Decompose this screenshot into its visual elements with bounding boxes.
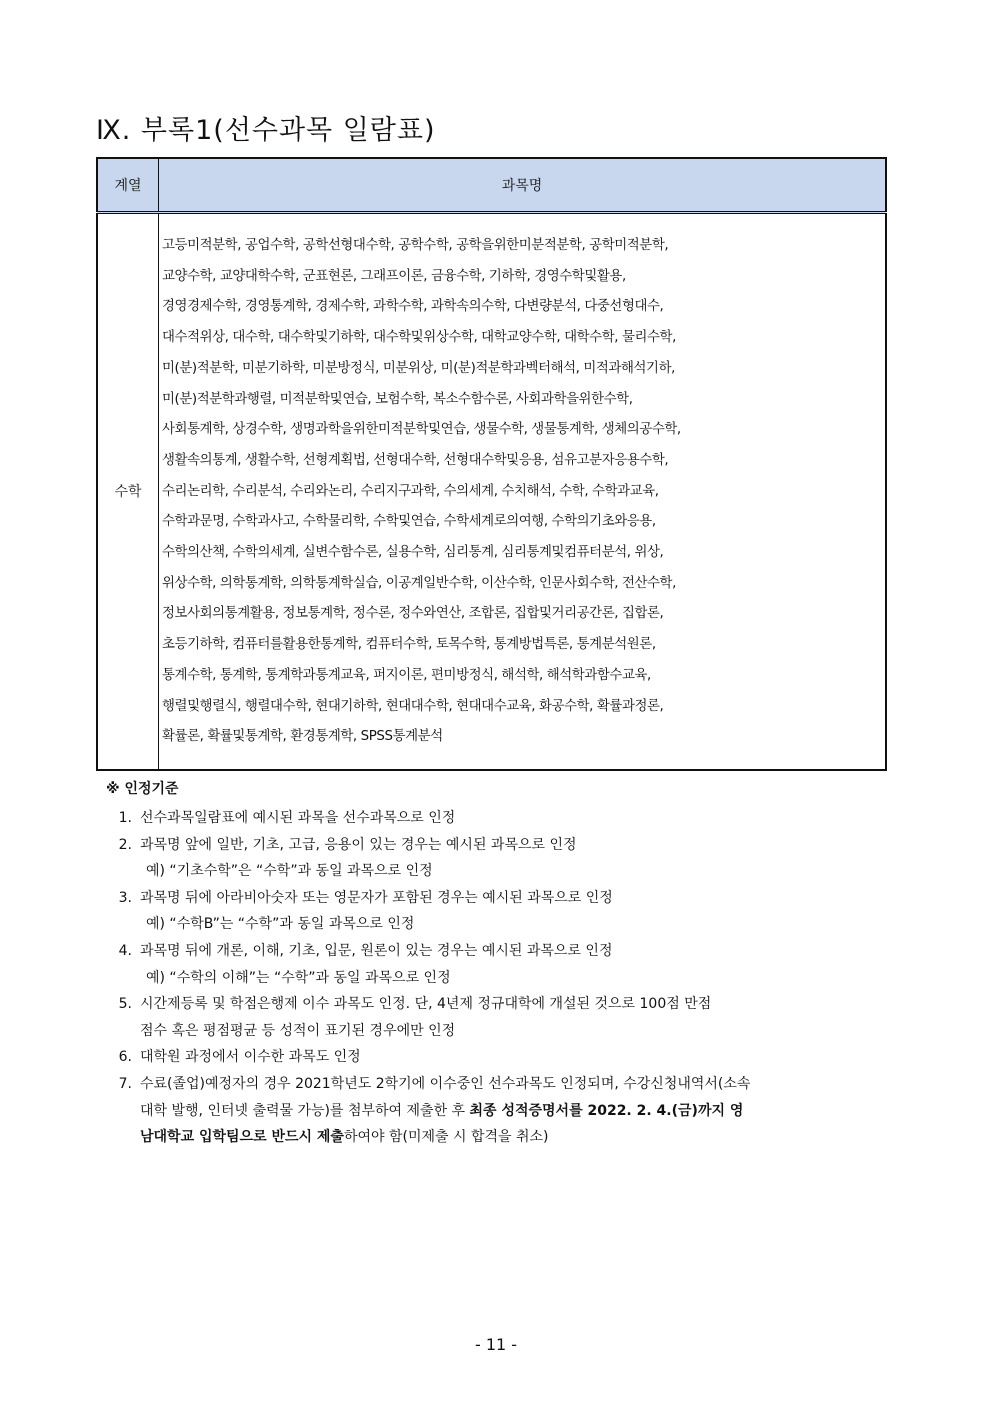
item-number: 5. bbox=[118, 996, 132, 1013]
subject-line: 수학의산책, 수학의세계, 실변수함수론, 실용수학, 심리통계, 심리통계및컴퓨터분석, 위상, bbox=[162, 545, 664, 561]
subject-line: 행렬및행렬식, 행렬대수학, 현대기하학, 현대대수학, 현대대수교육, 화공수학, 확률과정론, bbox=[162, 698, 664, 714]
subject-list-cell bbox=[159, 213, 887, 770]
continuation-text: 대학 발행, 인터넷 출력물 가능)를 첨부하여 제출한 후 bbox=[140, 1102, 470, 1119]
subject-line: 통계수학, 통계학, 통계학과통계교육, 퍼지이론, 편미방정식, 해석학, 해석학과함수교육, bbox=[162, 667, 651, 683]
item-number: 7. bbox=[118, 1075, 132, 1092]
subject-line: 확률론, 확률및통계학, 환경통계학, SPSS통계분석 bbox=[162, 729, 443, 745]
list-item bbox=[100, 832, 900, 885]
item-example: 예) “수학B”는 “수학”과 동일 과목으로 인정 bbox=[146, 916, 415, 933]
subject-line: 초등기하학, 컴퓨터를활용한통계학, 컴퓨터수학, 토목수학, 통계방법특론, 통계분석원론, bbox=[162, 637, 656, 653]
item-number: 4. bbox=[118, 942, 132, 959]
item-number: 6. bbox=[118, 1049, 132, 1066]
prerequisite-table bbox=[96, 157, 887, 771]
category-cell: 수학 bbox=[97, 213, 159, 770]
subject-line: 사회통계학, 상경수학, 생명과학을위한미적분학및연습, 생물수학, 생물통계학, 생체의공수학, bbox=[162, 422, 681, 438]
table-row bbox=[97, 213, 886, 770]
item-number: 1. bbox=[118, 810, 132, 826]
list-item bbox=[100, 991, 900, 1044]
recognition-criteria bbox=[100, 779, 900, 1151]
item-example: 예) “기초수학”은 “수학”과 동일 과목으로 인정 bbox=[146, 863, 433, 880]
item-text: 선수과목일람표에 예시된 과목을 선수과목으로 인정 bbox=[140, 810, 456, 826]
column-header-category: 계열 bbox=[97, 158, 159, 213]
list-item bbox=[100, 1044, 900, 1071]
item-text: 수료(졸업)예정자의 경우 2021학년도 2학기에 이수중인 선수과목도 인정되며, 수강신청내역서(소속 bbox=[140, 1075, 751, 1092]
criteria-heading: ※ 인정기준 bbox=[106, 781, 179, 797]
list-item bbox=[100, 885, 900, 938]
list-item bbox=[100, 805, 900, 832]
list-item bbox=[100, 1071, 900, 1151]
subject-line: 미(분)적분학, 미분기하학, 미분방정식, 미분위상, 미(분)적분학과벡터해석, 미적과해석기하, bbox=[162, 360, 675, 376]
item-text: 과목명 뒤에 아라비아숫자 또는 영문자가 포함된 경우는 예시된 과목으로 인정 bbox=[140, 889, 613, 906]
subject-line: 교양수학, 교양대학수학, 군표현론, 그래프이론, 금융수학, 기하학, 경영수학및활용, bbox=[162, 268, 626, 284]
emphasis-text: 남대학교 입학팀으로 반드시 제출 bbox=[140, 1129, 344, 1146]
subject-line: 대수적위상, 대수학, 대수학및기하학, 대수학및위상수학, 대학교양수학, 대학수학, 물리수학, bbox=[162, 330, 676, 346]
item-continuation bbox=[100, 1098, 900, 1125]
subject-line: 경영경제수학, 경영통계학, 경제수학, 과학수학, 과학속의수학, 다변량분석, 다중선형대수, bbox=[162, 299, 664, 315]
subject-line: 위상수학, 의학통계학, 의학통계학실습, 이공계일반수학, 이산수학, 인문사회수학, 전산수학, bbox=[162, 575, 676, 591]
item-continuation: 점수 혹은 평점평균 등 성적이 표기된 경우에만 인정 bbox=[140, 1022, 456, 1039]
subject-line: 고등미적분학, 공업수학, 공학선형대수학, 공학수학, 공학을위한미분적분학, 공학미적분학, bbox=[162, 238, 669, 253]
item-number: 2. bbox=[118, 836, 132, 853]
continuation-text: 하여야 함(미제출 시 합격을 취소) bbox=[343, 1129, 549, 1146]
subject-line: 생활속의통계, 생활수학, 선형계획법, 선형대수학, 선형대수학및응용, 섬유고분자응용수학, bbox=[162, 452, 669, 468]
list-item bbox=[100, 938, 900, 991]
subject-line: 정보사회의통계활용, 정보통계학, 정수론, 정수와연산, 조합론, 집합및거리공간론, 집합론, bbox=[162, 606, 664, 622]
page-title: Ⅸ. 부록1(선수과목 일람표) bbox=[96, 115, 436, 146]
item-continuation bbox=[100, 1124, 900, 1151]
subject-line: 미(분)적분학과행렬, 미적분학및연습, 보험수학, 복소수함수론, 사회과학을위한수학, bbox=[162, 391, 633, 407]
emphasis-text: 최종 성적증명서를 2022. 2. 4.(금)까지 영 bbox=[469, 1102, 744, 1119]
subject-line: 수학과문명, 수학과사고, 수학물리학, 수학및연습, 수학세계로의여행, 수학의기초와응용, bbox=[162, 514, 656, 530]
subject-line: 수리논리학, 수리분석, 수리와논리, 수리지구과학, 수의세계, 수치해석, 수학, 수학과교육, bbox=[162, 483, 659, 499]
item-example: 예) “수학의 이해”는 “수학”과 동일 과목으로 인정 bbox=[146, 969, 451, 986]
item-text: 대학원 과정에서 이수한 과목도 인정 bbox=[140, 1049, 361, 1066]
column-header-subject: 과목명 bbox=[159, 158, 887, 213]
table-header-row bbox=[97, 158, 886, 213]
page-number: - 11 - bbox=[474, 1335, 518, 1354]
item-text: 과목명 뒤에 개론, 이해, 기초, 입문, 원론이 있는 경우는 예시된 과목으로 인정 bbox=[140, 942, 613, 959]
item-number: 3. bbox=[118, 889, 132, 906]
item-text: 과목명 앞에 일반, 기초, 고급, 응용이 있는 경우는 예시된 과목으로 인정 bbox=[140, 836, 577, 853]
criteria-list bbox=[100, 805, 900, 1151]
item-text: 시간제등록 및 학점은행제 이수 과목도 인정. 단, 4년제 정규대학에 개설된 것으로 100점 만점 bbox=[140, 996, 712, 1013]
